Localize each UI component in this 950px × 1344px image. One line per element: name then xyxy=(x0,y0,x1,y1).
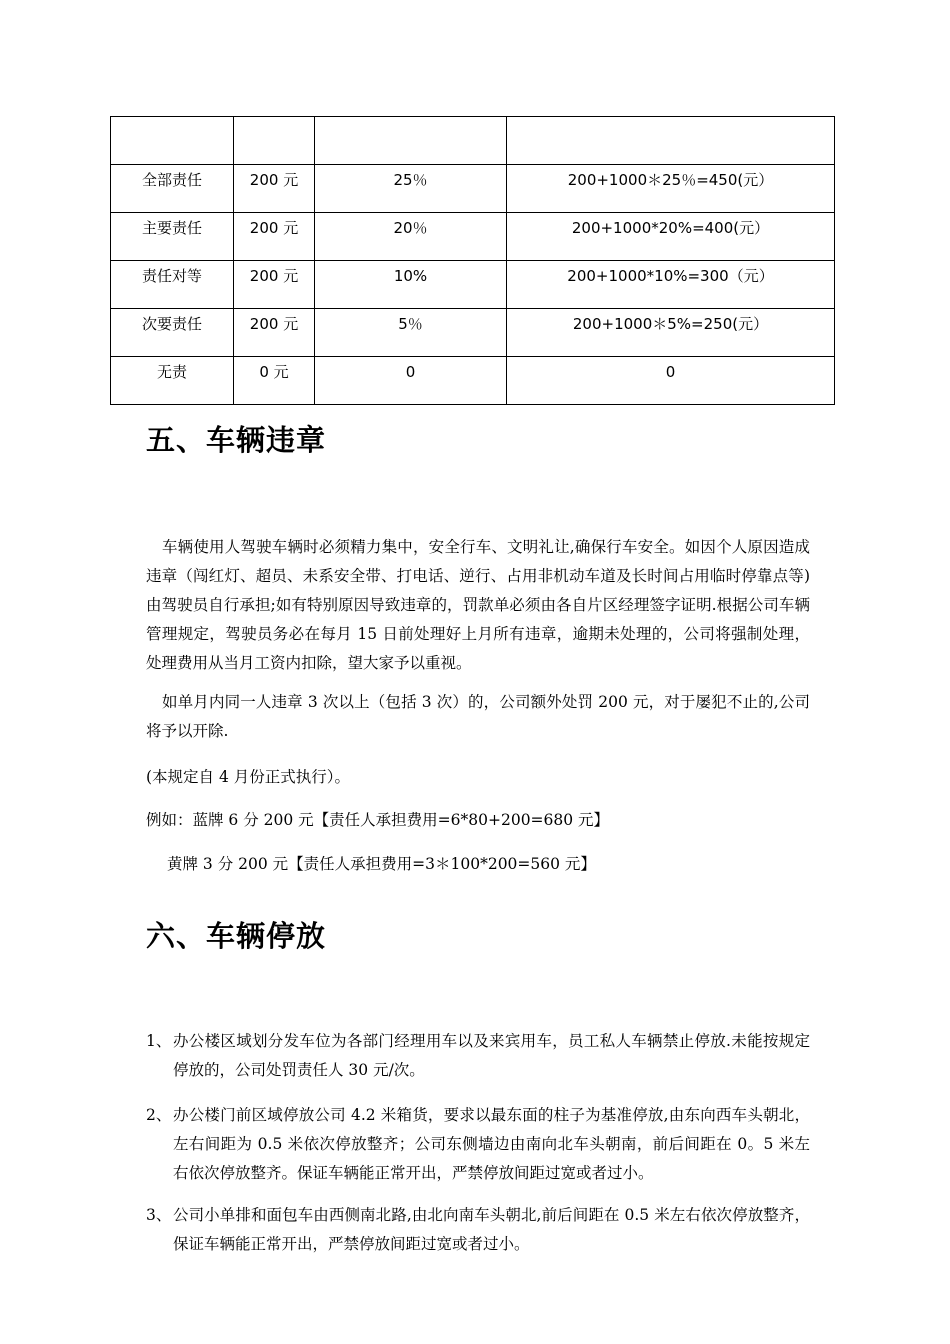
section-5-heading: 五、车辆违章 xyxy=(146,423,327,457)
responsibility-cell: 责任对等 xyxy=(111,261,234,309)
responsibility-cell: 全部责任 xyxy=(111,165,234,213)
table-row xyxy=(111,165,835,213)
base-fee-cell: 200 元 xyxy=(234,309,315,357)
header-cell xyxy=(111,117,234,165)
responsibility-table xyxy=(110,116,835,405)
list-number: 2、 xyxy=(146,1106,172,1124)
responsibility-cell: 次要责任 xyxy=(111,309,234,357)
rate-cell: 20％ xyxy=(315,213,507,261)
header-cell xyxy=(507,117,835,165)
header-cell xyxy=(315,117,507,165)
rate-cell: 5％ xyxy=(315,309,507,357)
list-item xyxy=(146,1201,810,1259)
header-cell xyxy=(234,117,315,165)
list-number: 3、 xyxy=(146,1206,172,1224)
rate-cell: 10% xyxy=(315,261,507,309)
responsibility-cell: 无责 xyxy=(111,357,234,405)
base-fee-cell: 200 元 xyxy=(234,165,315,213)
formula-cell: 200+1000*10%=300（元） xyxy=(507,261,835,309)
formula-cell: 0 xyxy=(507,357,835,405)
base-fee-cell: 200 元 xyxy=(234,213,315,261)
table-row xyxy=(111,309,835,357)
list-text: 公司小单排和面包车由西侧南北路,由北向南车头朝北,前后间距在 0.5 米左右依次停放整齐，保证车辆能正常开出，严禁停放间距过宽或者过小。 xyxy=(173,1206,810,1253)
list-number: 1、 xyxy=(146,1032,172,1050)
list-item xyxy=(146,1101,810,1188)
section-5-example-1: 例如：蓝牌 6 分 200 元【责任人承担费用=6*80+200=680 元】 xyxy=(146,811,610,829)
base-fee-cell: 200 元 xyxy=(234,261,315,309)
table-header-row xyxy=(111,117,835,165)
table-row xyxy=(111,213,835,261)
section-5-paragraph-2: 如单月内同一人违章 3 次以上（包括 3 次）的，公司额外处罚 200 元，对于屡犯不止的,公司将予以开除. xyxy=(146,693,810,740)
list-text: 办公楼门前区域停放公司 4.2 米箱货，要求以最东面的柱子为基准停放,由东向西车头朝北，左右间距为 0.5 米依次停放整齐；公司东侧墙边由南向北车头朝南，前后间距在 0。5 米左右依次停放整齐。保证车辆能正常开出，严禁停放间距过宽或者过小。 xyxy=(173,1106,810,1182)
formula-cell: 200+1000*20%=400(元） xyxy=(507,213,835,261)
table-row xyxy=(111,357,835,405)
formula-cell: 200+1000＊25％=450(元） xyxy=(507,165,835,213)
section-5-paragraph-3: (本规定自 4 月份正式执行）。 xyxy=(146,768,351,786)
base-fee-cell: 0 元 xyxy=(234,357,315,405)
formula-cell: 200+1000＊5%=250(元） xyxy=(507,309,835,357)
section-6-heading: 六、车辆停放 xyxy=(146,919,327,953)
list-text: 办公楼区域划分发车位为各部门经理用车以及来宾用车，员工私人车辆禁止停放.未能按规定停放的，公司处罚责任人 30 元/次。 xyxy=(173,1032,810,1079)
rate-cell: 0 xyxy=(315,357,507,405)
list-item xyxy=(146,1027,810,1085)
table-row xyxy=(111,261,835,309)
responsibility-cell: 主要责任 xyxy=(111,213,234,261)
section-5-example-2: 黄牌 3 分 200 元【责任人承担费用=3＊100*200=560 元】 xyxy=(167,855,596,873)
rate-cell: 25％ xyxy=(315,165,507,213)
section-5-paragraph-1: 车辆使用人驾驶车辆时必须精力集中，安全行车、文明礼让,确保行车安全。如因个人原因造成违章（闯红灯、超员、未系安全带、打电话、逆行、占用非机动车道及长时间占用临时停靠点等)由驾驶员自行承担;如有特别原因导致违章的，罚款单必须由各自片区经理签字证明.根据公司车辆管理规定，驾驶员务必在每月 15 日前处理好上月所有违章，逾期未处理的，公司将强制处理，处理费用从当月工资内扣除，望大家予以重视。 xyxy=(146,538,810,672)
